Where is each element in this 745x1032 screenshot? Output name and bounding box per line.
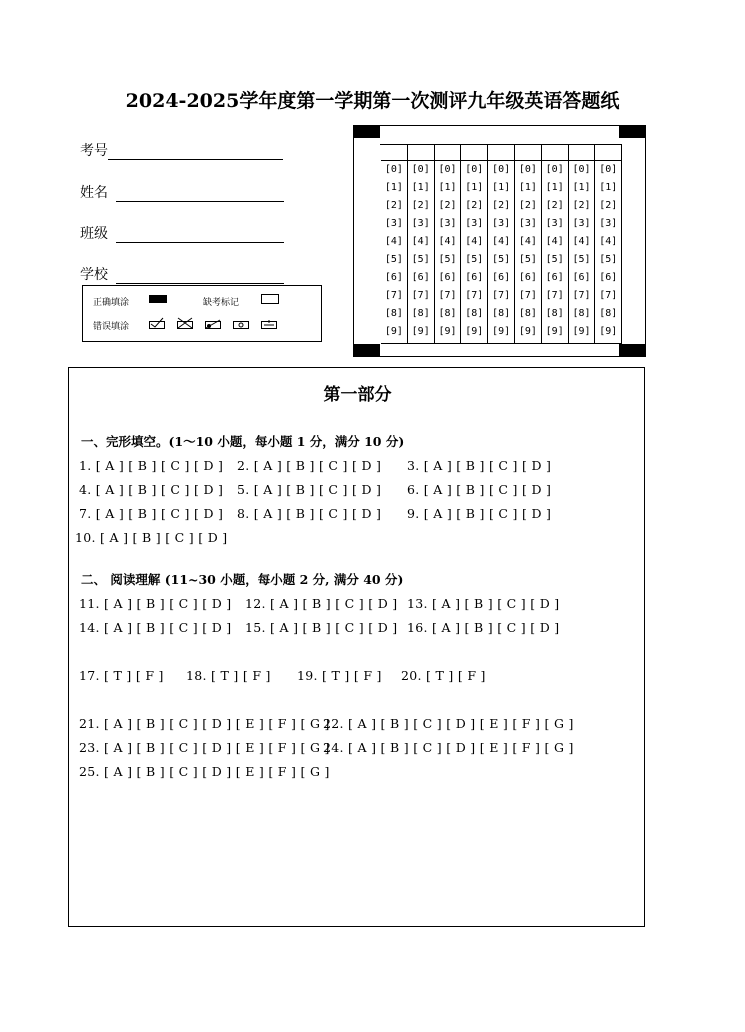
digit-bubble[interactable]: [3] bbox=[411, 218, 430, 229]
digit-bubble[interactable]: [0] bbox=[492, 164, 511, 175]
digit-bubble[interactable]: [2] bbox=[492, 200, 511, 211]
digit-column-9 bbox=[595, 145, 622, 343]
digit-bubble[interactable]: [7] bbox=[492, 290, 511, 301]
question-item[interactable]: 20. [ T ] [ F ] bbox=[401, 668, 486, 683]
question-item[interactable]: 25. [ A ] [ B ] [ C ] [ D ] [ E ] [ F ] [ G ] bbox=[79, 764, 330, 779]
digit-column-7 bbox=[542, 145, 569, 343]
question-item[interactable]: 17. [ T ] [ F ] bbox=[79, 668, 164, 683]
exam-number-field[interactable] bbox=[80, 140, 283, 160]
digit-bubble[interactable]: [6] bbox=[599, 272, 618, 283]
digit-column-4 bbox=[461, 145, 488, 343]
question-item[interactable]: 18. [ T ] [ F ] bbox=[186, 668, 271, 683]
digit-bubble[interactable]: [2] bbox=[518, 200, 537, 211]
digit-column-header[interactable] bbox=[435, 145, 461, 161]
digit-bubble[interactable]: [6] bbox=[384, 272, 403, 283]
section-title: 一、完形填空。(1～10 小题，每小题 1 分，满分 10 分) bbox=[81, 434, 405, 449]
digit-bubble[interactable]: [5] bbox=[438, 254, 457, 265]
digit-bubble[interactable]: [7] bbox=[599, 290, 618, 301]
digit-bubble[interactable]: [3] bbox=[384, 218, 403, 229]
question-item[interactable]: 12. [ A ] [ B ] [ C ] [ D ] bbox=[245, 596, 398, 611]
question-item[interactable]: 19. [ T ] [ F ] bbox=[297, 668, 382, 683]
digit-bubble[interactable]: [6] bbox=[518, 272, 537, 283]
question-item[interactable]: 2. [ A ] [ B ] [ C ] [ D ] bbox=[237, 458, 382, 473]
digit-bubble[interactable]: [3] bbox=[599, 218, 618, 229]
digit-bubble[interactable]: [4] bbox=[465, 236, 484, 247]
digit-bubble[interactable]: [2] bbox=[572, 200, 591, 211]
digit-bubble[interactable]: [1] bbox=[492, 182, 511, 193]
digit-column-2 bbox=[408, 145, 435, 343]
digit-bubble[interactable]: [1] bbox=[572, 182, 591, 193]
digit-bubble[interactable]: [0] bbox=[438, 164, 457, 175]
question-item[interactable]: 3. [ A ] [ B ] [ C ] [ D ] bbox=[407, 458, 552, 473]
digit-bubble[interactable]: [7] bbox=[411, 290, 430, 301]
digit-bubble[interactable]: [0] bbox=[384, 164, 403, 175]
digit-bubble[interactable]: [4] bbox=[438, 236, 457, 247]
digit-bubble[interactable]: [7] bbox=[438, 290, 457, 301]
digit-bubble[interactable]: [5] bbox=[465, 254, 484, 265]
digit-bubble[interactable]: [4] bbox=[572, 236, 591, 247]
digit-bubble[interactable]: [4] bbox=[411, 236, 430, 247]
digit-bubble[interactable]: [9] bbox=[411, 326, 430, 337]
question-item[interactable]: 14. [ A ] [ B ] [ C ] [ D ] bbox=[79, 620, 232, 635]
digit-bubble[interactable]: [1] bbox=[518, 182, 537, 193]
digit-column-6 bbox=[515, 145, 542, 343]
digit-bubble[interactable]: [1] bbox=[545, 182, 564, 193]
digit-bubble[interactable]: [6] bbox=[438, 272, 457, 283]
digit-bubble[interactable]: [3] bbox=[438, 218, 457, 229]
digit-bubble[interactable]: [1] bbox=[465, 182, 484, 193]
digit-bubble[interactable]: [5] bbox=[384, 254, 403, 265]
school-field[interactable] bbox=[80, 264, 284, 284]
question-item[interactable]: 24. [ A ] [ B ] [ C ] [ D ] [ E ] [ F ] [ G ] bbox=[323, 740, 574, 755]
digit-column-header[interactable] bbox=[542, 145, 568, 161]
part-title: 第一部分 bbox=[323, 385, 392, 405]
digit-bubble[interactable]: [8] bbox=[599, 308, 618, 319]
question-item[interactable]: 16. [ A ] [ B ] [ C ] [ D ] bbox=[407, 620, 560, 635]
name-line[interactable] bbox=[116, 187, 284, 202]
digit-column-8 bbox=[569, 145, 596, 343]
digit-bubble[interactable]: [6] bbox=[492, 272, 511, 283]
digit-bubble[interactable]: [7] bbox=[384, 290, 403, 301]
question-item[interactable]: 7. [ A ] [ B ] [ C ] [ D ] bbox=[79, 506, 224, 521]
digit-bubble[interactable]: [8] bbox=[411, 308, 430, 319]
digit-bubble[interactable]: [8] bbox=[518, 308, 537, 319]
school-label: 学校 bbox=[80, 267, 108, 283]
digit-bubble[interactable]: [2] bbox=[411, 200, 430, 211]
corner-mark-bl bbox=[354, 344, 380, 356]
digit-column-1 bbox=[381, 145, 408, 343]
question-item[interactable]: 22. [ A ] [ B ] [ C ] [ D ] [ E ] [ F ] [ G ] bbox=[323, 716, 574, 731]
school-line[interactable] bbox=[116, 269, 284, 284]
digit-bubble[interactable]: [3] bbox=[545, 218, 564, 229]
digit-column-header[interactable] bbox=[381, 145, 407, 161]
question-item[interactable]: 11. [ A ] [ B ] [ C ] [ D ] bbox=[79, 596, 232, 611]
question-item[interactable]: 23. [ A ] [ B ] [ C ] [ D ] [ E ] [ F ] [ G ] bbox=[79, 740, 330, 755]
question-item[interactable]: 8. [ A ] [ B ] [ C ] [ D ] bbox=[237, 506, 382, 521]
digit-bubble[interactable]: [5] bbox=[572, 254, 591, 265]
digit-bubble[interactable]: [0] bbox=[599, 164, 618, 175]
digit-bubble[interactable]: [1] bbox=[411, 182, 430, 193]
missing-mark-box[interactable] bbox=[261, 294, 279, 304]
digit-bubble[interactable]: [8] bbox=[545, 308, 564, 319]
wrong-mark-cross-icon bbox=[177, 317, 193, 329]
digit-bubble[interactable]: [4] bbox=[545, 236, 564, 247]
section-title: 二、 阅读理解 (11~30 小题，每小题 2 分, 满分 40 分) bbox=[81, 572, 404, 587]
digit-column-header[interactable] bbox=[595, 145, 621, 161]
digit-bubble[interactable]: [3] bbox=[465, 218, 484, 229]
digit-bubble[interactable]: [5] bbox=[599, 254, 618, 265]
digit-bubble[interactable]: [8] bbox=[438, 308, 457, 319]
digit-column-header[interactable] bbox=[461, 145, 487, 161]
digit-bubble[interactable]: [5] bbox=[492, 254, 511, 265]
digit-bubble[interactable]: [9] bbox=[545, 326, 564, 337]
digit-bubble[interactable]: [5] bbox=[518, 254, 537, 265]
question-item[interactable]: 15. [ A ] [ B ] [ C ] [ D ] bbox=[245, 620, 398, 635]
digit-bubble[interactable]: [0] bbox=[545, 164, 564, 175]
correct-fill-label: 正确填涂 bbox=[93, 298, 130, 308]
wrong-mark-dash-icon bbox=[261, 317, 277, 329]
digit-bubble[interactable]: [9] bbox=[572, 326, 591, 337]
question-item[interactable]: 10. [ A ] [ B ] [ C ] [ D ] bbox=[75, 530, 228, 545]
digit-bubble[interactable]: [9] bbox=[492, 326, 511, 337]
digit-bubble[interactable]: [6] bbox=[411, 272, 430, 283]
digit-bubble[interactable]: [0] bbox=[572, 164, 591, 175]
question-item[interactable]: 1. [ A ] [ B ] [ C ] [ D ] bbox=[79, 458, 224, 473]
digit-bubble[interactable]: [4] bbox=[599, 236, 618, 247]
digit-bubble[interactable]: [5] bbox=[411, 254, 430, 265]
digit-bubble[interactable]: [9] bbox=[384, 326, 403, 337]
digit-bubble[interactable]: [2] bbox=[465, 200, 484, 211]
question-item[interactable]: 5. [ A ] [ B ] [ C ] [ D ] bbox=[237, 482, 382, 497]
digit-bubble[interactable]: [9] bbox=[599, 326, 618, 337]
digit-bubble[interactable]: [8] bbox=[492, 308, 511, 319]
wrong-mark-circle-icon bbox=[233, 317, 249, 329]
digit-bubble[interactable]: [0] bbox=[518, 164, 537, 175]
corner-mark-tl bbox=[354, 126, 380, 138]
page-title: 2024-2025学年度第一学期第一次测评九年级英语答题纸 bbox=[125, 90, 620, 112]
question-item[interactable]: 21. [ A ] [ B ] [ C ] [ D ] [ E ] [ F ] [ G ] bbox=[79, 716, 330, 731]
class-field[interactable] bbox=[80, 223, 284, 243]
digit-column-5 bbox=[488, 145, 515, 343]
exam-number-grid bbox=[353, 125, 646, 357]
digit-bubble[interactable]: [7] bbox=[545, 290, 564, 301]
digit-bubble[interactable]: [2] bbox=[438, 200, 457, 211]
digit-bubble[interactable]: [9] bbox=[438, 326, 457, 337]
question-item[interactable]: 4. [ A ] [ B ] [ C ] [ D ] bbox=[79, 482, 224, 497]
digit-column-3 bbox=[435, 145, 462, 343]
answer-area bbox=[68, 367, 645, 927]
digit-column-header[interactable] bbox=[408, 145, 434, 161]
exam-number-line[interactable] bbox=[108, 145, 283, 160]
wrong-fill-label: 错误填涂 bbox=[93, 322, 130, 332]
digit-bubble[interactable]: [1] bbox=[438, 182, 457, 193]
digit-column-header[interactable] bbox=[488, 145, 514, 161]
digit-bubble[interactable]: [6] bbox=[465, 272, 484, 283]
digit-bubble[interactable]: [8] bbox=[384, 308, 403, 319]
digit-bubble[interactable]: [2] bbox=[384, 200, 403, 211]
digit-bubble[interactable]: [1] bbox=[384, 182, 403, 193]
digit-bubble[interactable]: [8] bbox=[572, 308, 591, 319]
name-field[interactable] bbox=[80, 182, 284, 202]
class-line[interactable] bbox=[116, 228, 284, 243]
digit-bubble[interactable]: [1] bbox=[599, 182, 618, 193]
wrong-mark-slash-icon bbox=[205, 317, 221, 329]
digit-bubble[interactable]: [7] bbox=[572, 290, 591, 301]
digit-bubble[interactable]: [6] bbox=[572, 272, 591, 283]
digit-bubble[interactable]: [7] bbox=[518, 290, 537, 301]
question-item[interactable]: 9. [ A ] [ B ] [ C ] [ D ] bbox=[407, 506, 552, 521]
corner-mark-br bbox=[619, 344, 645, 356]
digit-bubble[interactable]: [4] bbox=[518, 236, 537, 247]
digit-bubble[interactable]: [3] bbox=[518, 218, 537, 229]
digit-bubble[interactable]: [4] bbox=[384, 236, 403, 247]
corner-mark-tr bbox=[619, 126, 645, 138]
digit-column-header[interactable] bbox=[569, 145, 595, 161]
digit-bubble[interactable]: [9] bbox=[518, 326, 537, 337]
exam-number-label: 考号 bbox=[80, 143, 108, 159]
digit-bubble[interactable]: [6] bbox=[545, 272, 564, 283]
digit-bubble[interactable]: [9] bbox=[465, 326, 484, 337]
grid-bottom-line bbox=[381, 343, 622, 344]
digit-bubble[interactable]: [2] bbox=[545, 200, 564, 211]
digit-columns bbox=[380, 144, 622, 337]
digit-bubble[interactable]: [8] bbox=[465, 308, 484, 319]
question-item[interactable]: 6. [ A ] [ B ] [ C ] [ D ] bbox=[407, 482, 552, 497]
digit-bubble[interactable]: [2] bbox=[599, 200, 618, 211]
digit-bubble[interactable]: [0] bbox=[465, 164, 484, 175]
digit-column-header[interactable] bbox=[515, 145, 541, 161]
name-label: 姓名 bbox=[80, 185, 108, 201]
missing-mark-label: 缺考标记 bbox=[203, 298, 240, 308]
digit-bubble[interactable]: [7] bbox=[465, 290, 484, 301]
wrong-mark-check-icon bbox=[149, 317, 165, 329]
digit-bubble[interactable]: [0] bbox=[411, 164, 430, 175]
digit-bubble[interactable]: [3] bbox=[572, 218, 591, 229]
digit-bubble[interactable]: [4] bbox=[492, 236, 511, 247]
digit-bubble[interactable]: [5] bbox=[545, 254, 564, 265]
question-item[interactable]: 13. [ A ] [ B ] [ C ] [ D ] bbox=[407, 596, 560, 611]
correct-fill-mark bbox=[149, 295, 167, 303]
digit-bubble[interactable]: [3] bbox=[492, 218, 511, 229]
fill-legend bbox=[82, 285, 322, 342]
class-label: 班级 bbox=[80, 226, 108, 242]
